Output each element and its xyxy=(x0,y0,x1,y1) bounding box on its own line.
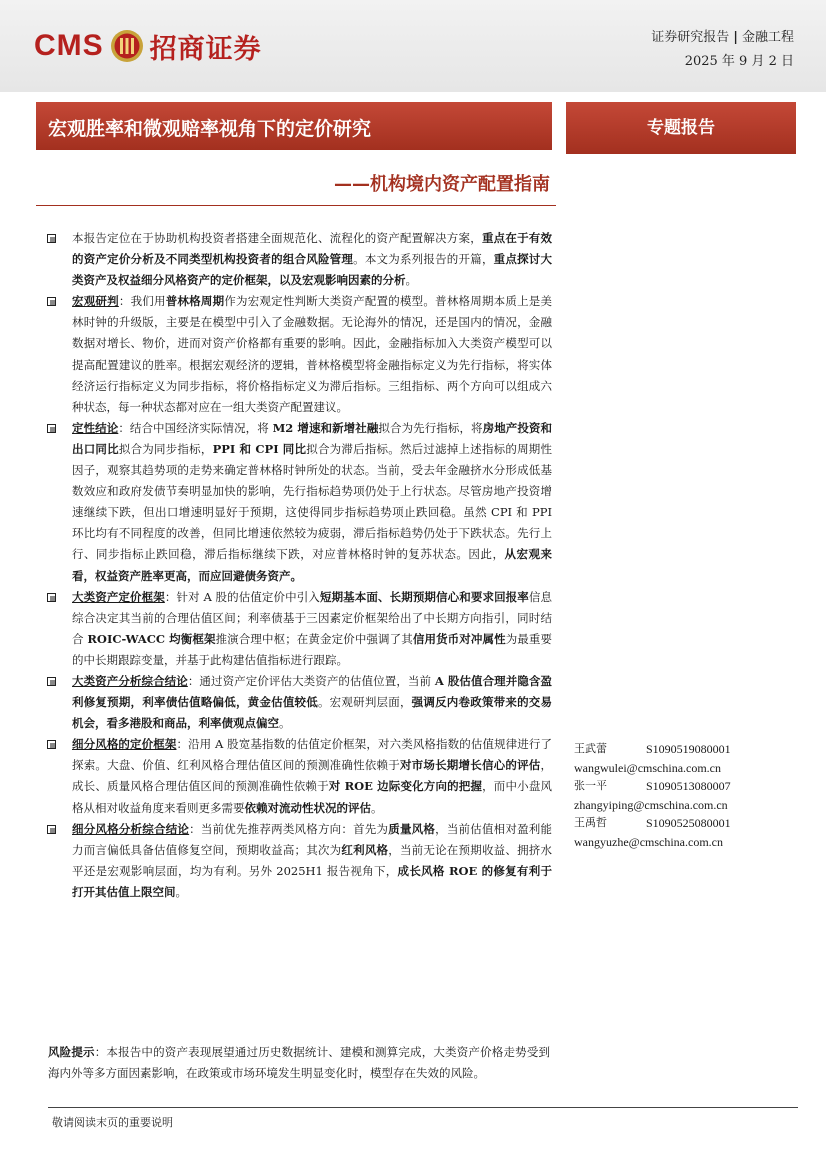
bullet-text: 。 xyxy=(175,884,187,899)
bullet-item xyxy=(44,587,552,671)
bullet-square-icon xyxy=(47,234,56,243)
bullet-emphasis: 信用货币对冲属性 xyxy=(412,631,506,646)
logo-emblem-icon xyxy=(110,29,144,63)
bullet-text: ，当前估值相对盈利能力而言偏低具备估值修复空间，预期收益高；其次为 xyxy=(72,821,553,857)
bullet-emphasis: 红利风格 xyxy=(341,842,389,857)
bullet-label: 大类资产定价框架 xyxy=(72,589,165,604)
summary-bullets xyxy=(44,228,552,903)
bullet-label: 宏观研判 xyxy=(72,294,119,309)
bullet-emphasis: A 股估值合理并隐含盈利修复预期，利率债估值略偏低，黄金估值较低 xyxy=(72,673,553,710)
bullet-emphasis: M2 增速和新增社融 xyxy=(272,420,379,435)
bullet-text: 拟合为先行指标，将 xyxy=(378,420,483,435)
bullet-text: 。 xyxy=(279,716,291,731)
analyst-entry xyxy=(574,814,800,851)
bullet-item xyxy=(44,819,552,903)
report-date: 2025 年 9 月 2 日 xyxy=(684,54,794,69)
analyst-registration: S1090513080007 xyxy=(646,779,731,794)
bullet-text: ：结合中国经济实际情况，将 xyxy=(118,420,273,435)
footer-divider xyxy=(48,1107,798,1108)
bullet-square-icon xyxy=(47,593,56,602)
title-banner xyxy=(36,102,552,150)
bullet-text: ：沿用 A 股宽基指数的估值定价框架，对六类风格指数的估值规律进行了探索。大盘、价值、红利风格合理估值区间的预测准确性依赖于 xyxy=(72,737,552,773)
logo-chinese: 招商证券 xyxy=(149,33,262,65)
bullet-text: 。 xyxy=(371,800,383,815)
bullet-text: ：针对 A 股的估值定价中引入 xyxy=(164,589,320,604)
analyst-entry xyxy=(574,777,800,814)
bullet-text: 信息综合决定其当前的合理估值区间；利率债基于三因素定价框架给出了中长期方向指引，同时结合 xyxy=(72,589,552,646)
bullet-emphasis: PPI 和 CPI 同比 xyxy=(212,441,307,456)
bullet-text: 。宏观研判层面， xyxy=(317,695,412,710)
analyst-list xyxy=(574,740,800,852)
bullet-text: ：我们用 xyxy=(118,294,166,309)
bullet-square-icon xyxy=(47,297,56,306)
analyst-registration: S1090525080001 xyxy=(646,816,731,831)
bullet-label: 定性结论 xyxy=(72,420,119,435)
report-category-line: 证券研究报告 | 金融工程 xyxy=(651,30,794,45)
bullet-text: 。 xyxy=(405,273,417,288)
bullet-emphasis: 质量风格 xyxy=(388,821,436,836)
analyst-email[interactable]: wangyuzhe@cmschina.com.cn xyxy=(574,834,723,849)
bullet-emphasis: 成长风格 ROE 的修复有利于打开其估值上限空间 xyxy=(72,863,553,899)
bullet-item xyxy=(44,228,552,291)
bullet-label: 细分风格分析综合结论 xyxy=(72,821,190,836)
report-type-badge: 专题报告 xyxy=(566,102,796,154)
risk-warning xyxy=(48,1042,550,1083)
bullet-text: ：当前优先推荐两类风格方向：首先为 xyxy=(189,821,389,836)
risk-label: 风险提示 xyxy=(48,1045,95,1059)
page-title: 宏观胜率和微观赔率视角下的定价研究 xyxy=(48,118,372,140)
bullet-label: 细分风格的定价框架 xyxy=(72,737,177,752)
bullet-emphasis: 对市场长期增长信心的评估 xyxy=(399,758,541,773)
bullet-emphasis: 重点探讨大类资产及权益细分风格资产的定价框架，以及宏观影响因素的分析 xyxy=(72,252,553,288)
bullet-item xyxy=(44,671,552,734)
analyst-name: 王禹哲 xyxy=(574,816,607,830)
bullet-square-icon xyxy=(47,825,56,834)
bullet-emphasis: 短期基本面、长期预期信心和要求回报率 xyxy=(319,589,529,604)
bullet-text: 为最重要的中长期跟踪变量，并基于此构建估值指标进行跟踪。 xyxy=(72,631,553,667)
company-logo[interactable] xyxy=(34,26,262,66)
bullet-emphasis: 重点在于有效的资产定价分析及不同类型机构投资者的组合风险管理 xyxy=(72,231,552,267)
analyst-registration: S1090519080001 xyxy=(646,742,731,756)
bullet-item xyxy=(44,734,552,818)
bullet-emphasis: ROIC-WACC 均衡框架 xyxy=(87,631,216,646)
bullet-text: 拟合为同步指标， xyxy=(118,441,213,456)
report-category: 证券研究报告 xyxy=(651,30,730,45)
analyst-email[interactable]: wangwulei@cmschina.com.cn xyxy=(574,760,722,775)
footer-note: 敬请阅读末页的重要说明 xyxy=(52,1116,173,1129)
bullet-text: 推演合理中枢；在黄金定价中强调了其 xyxy=(215,631,413,646)
bullet-text: ：通过资产定价评估大类资产的估值位置，当前 xyxy=(187,673,435,688)
bullet-text: 拟合为滞后指标。然后过滤掉上述指标的周期性因子，观察其趋势项的走势来确定普林格时钟所处的状态。当前，受去年金融挤水分形成低基数效应和政府发债节奏明显加快的影响，先行指标趋势项仍处于上行状态。尽管房地产投资增速继续下跌，但出口增速明显好于预期，这使得同步指标趋势项止跌回稳。虽然 CPI 和 PPI 环比均有不同程度的改善，但同比增速依然较为疲弱，滞后指标趋势仍处于下跌状态。先行上行、同步指标止跌回稳，滞后指标继续下跌，对应普林格时钟的复苏状态。因此， xyxy=(72,441,553,562)
analyst-name: 张一平 xyxy=(574,779,607,793)
bullet-emphasis: 从宏观来看，权益资产胜率更高，而应回避债务资产。 xyxy=(72,547,553,583)
bullet-text: 。本文为系列报告的开篇， xyxy=(353,252,494,267)
title-divider xyxy=(36,205,556,206)
bullet-square-icon xyxy=(47,677,56,686)
bullet-emphasis: 对 ROE 边际变化方向的把握 xyxy=(328,779,483,794)
bullet-item xyxy=(44,418,552,587)
bullet-text: 作为宏观定性判断大类资产配置的模型。普林格周期本质上是美林时钟的升级版，主要是在模型中引入了金融数据。无论海外的情况，还是国内的情况，金融数据对增长、物价，进而对资产价格都有重要的影响。因此，金融指标加入大类资产模型可以提高配置建议的胜率。根据宏观经济的逻辑，普林格模型将金融指标定义为先行指标，将实体经济运行指标定义为同步指标，将价格指标定义为滞后指标。三组指标、两个方向可以组成六种状态，每一种状态都对应在一组大类资产配置建议。 xyxy=(72,294,553,414)
bullet-label: 大类资产分析综合结论 xyxy=(72,673,188,688)
bullet-emphasis: 依赖对流动性状况的评估 xyxy=(244,800,371,815)
bullet-emphasis: 普林格周期 xyxy=(165,294,225,309)
analyst-name: 王武蕾 xyxy=(574,742,607,755)
bullet-text: ，而中小盘风格从相对收益角度来看则更多需要 xyxy=(72,779,552,815)
logo-latin: CMS xyxy=(34,29,104,62)
bullet-text: ，成长、质量风格合理估值区间的预测准确性依赖于 xyxy=(72,758,553,794)
bullet-text: 本报告定位在于协助机构投资者搭建全面规范化、流程化的资产配置解决方案， xyxy=(72,231,482,245)
bullet-square-icon xyxy=(47,740,56,749)
bullet-emphasis: 强调反内卷政策带来的交易机会，看多港股和商品，利率债观点偏空 xyxy=(72,695,553,731)
bullet-item xyxy=(44,291,552,418)
bullet-emphasis: 房地产投资和出口同比 xyxy=(72,420,553,456)
bullet-square-icon xyxy=(47,424,56,433)
page-subtitle: ——机构境内资产配置指南 xyxy=(334,174,550,195)
analyst-entry xyxy=(574,740,800,777)
analyst-email[interactable]: zhangyiping@cmschina.com.cn xyxy=(574,797,728,812)
report-meta xyxy=(651,26,794,74)
risk-text: ：本报告中的资产表现展望通过历史数据统计、建模和测算完成，大类资产价格走势受到海内外等多方面因素影响，在政策或市场环境发生明显变化时，模型存在失效的风险。 xyxy=(48,1045,550,1080)
bullet-text: ，当前无论在预期收益、拥挤水平还是宏观影响层面，均为有利。另外 2025H1 报告视角下， xyxy=(72,842,553,878)
report-sector: 金融工程 xyxy=(741,30,794,45)
